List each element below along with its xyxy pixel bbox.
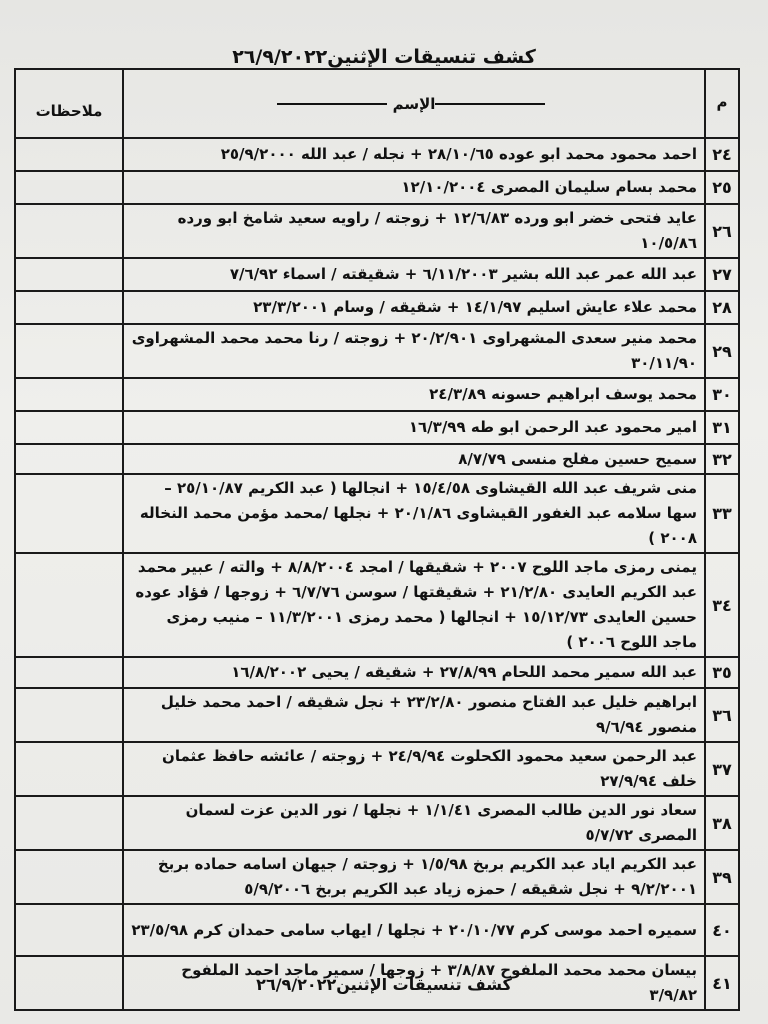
table-row <box>15 688 739 742</box>
row-name: محمد بسام سليمان المصرى ١٢/١٠/٢٠٠٤ <box>123 171 705 204</box>
row-number: ٣٣ <box>705 474 739 553</box>
row-name: احمد محمود محمد ابو عوده ٢٨/١٠/٦٥ + نجله / عبد الله ٢٥/٩/٢٠٠٠ <box>123 138 705 171</box>
row-name: عايد فتحى خضر ابو ورده ١٢/٦/٨٣ + زوجته / راويه سعيد شامخ ابو ورده ١٠/٥/٨٦ <box>123 204 705 258</box>
row-number: ٤٠ <box>705 904 739 956</box>
row-notes <box>15 904 123 956</box>
row-name: سميح حسين مفلح منسى ٨/٧/٧٩ <box>123 444 705 474</box>
table-header-row <box>15 69 739 138</box>
row-name: سعاد نور الدين طالب المصرى ١/١/٤١ + نجلها / نور الدين عزت لسمان المصرى ٥/٧/٧٢ <box>123 796 705 850</box>
row-number: ٣٢ <box>705 444 739 474</box>
page-footer: كشف تنسيقات الإثنين٢٦/٩/٢٠٢٢ <box>256 975 512 994</box>
row-number: ٢٩ <box>705 324 739 378</box>
row-notes <box>15 411 123 444</box>
row-name: ابراهيم خليل عبد الفتاح منصور ٢٣/٢/٨٠ + نجل شقيقه / احمد محمد خليل منصور ٩/٦/٩٤ <box>123 688 705 742</box>
row-number: ٣١ <box>705 411 739 444</box>
header-name-label: الإسم <box>392 94 436 113</box>
row-name: عبد الكريم اياد عبد الكريم بربخ ١/٥/٩٨ + زوجته / جيهان اسامه حماده بربخ ٩/٢/٢٠٠١ + نجل شقيقه / حمزه زياد عبد الكريم بربخ ٥/٩/٢٠٠٦ <box>123 850 705 904</box>
row-notes <box>15 324 123 378</box>
header-underline-left <box>435 103 545 105</box>
row-name: عبد الرحمن سعيد محمود الكحلوت ٢٤/٩/٩٤ + زوجته / عائشه حافظ عثمان خلف ٢٧/٩/٩٤ <box>123 742 705 796</box>
row-notes <box>15 688 123 742</box>
row-number: ٣٩ <box>705 850 739 904</box>
table-row <box>15 204 739 258</box>
row-name: بيسان محمد محمد الملفوح ٣/٨/٨٧ + زوجها / سمير ماجد احمد الملفوح ٣/٩/٨٢ <box>123 956 705 1010</box>
table-row <box>15 378 739 411</box>
row-name: عبد الله سمير محمد اللحام ٢٧/٨/٩٩ + شقيقه / يحيى ١٦/٨/٢٠٠٢ <box>123 657 705 688</box>
row-notes <box>15 657 123 688</box>
table-row <box>15 742 739 796</box>
table-row <box>15 657 739 688</box>
row-notes <box>15 553 123 657</box>
row-name: عبد الله عمر عبد الله بشير ٦/١١/٢٠٠٣ + شقيقته / اسماء ٧/٦/٩٢ <box>123 258 705 291</box>
row-notes <box>15 474 123 553</box>
row-name: منى شريف عبد الله القيشاوى ١٥/٤/٥٨ + انجالها ( عبد الكريم ٢٥/١٠/٨٧ – سها سلامه عبد الغفور القيشاوى ٢٠/١/٨٦ + نجلها /محمد مؤمن محمد النخاله ٢٠٠٨ ) <box>123 474 705 553</box>
table-row <box>15 411 739 444</box>
row-number: ٤١ <box>705 956 739 1010</box>
row-number: ٢٥ <box>705 171 739 204</box>
table-row <box>15 850 739 904</box>
table-row <box>15 553 739 657</box>
row-notes <box>15 796 123 850</box>
header-underline-right <box>277 103 387 105</box>
table-row <box>15 474 739 553</box>
row-number: ٣٦ <box>705 688 739 742</box>
row-number: ٢٨ <box>705 291 739 324</box>
header-name <box>123 69 705 138</box>
row-number: ٣٤ <box>705 553 739 657</box>
row-name: محمد يوسف ابراهيم حسونه ٢٤/٣/٨٩ <box>123 378 705 411</box>
row-name: سميره احمد موسى كرم ٢٠/١٠/٧٧ + نجلها / ايهاب سامى حمدان كرم ٢٣/٥/٩٨ <box>123 904 705 956</box>
row-name: محمد منير سعدى المشهراوى ٢٠/٢/٩٠١ + زوجته / رنا محمد محمد المشهراوى ٣٠/١١/٩٠ <box>123 324 705 378</box>
table-row <box>15 904 739 956</box>
row-number: ٣٥ <box>705 657 739 688</box>
page-title: كشف تنسيقات الإثنين٢٦/٩/٢٠٢٢ <box>232 46 536 68</box>
names-table <box>14 68 740 1011</box>
table-row <box>15 291 739 324</box>
row-notes <box>15 291 123 324</box>
row-notes <box>15 742 123 796</box>
row-notes <box>15 258 123 291</box>
row-number: ٢٤ <box>705 138 739 171</box>
table-row <box>15 138 739 171</box>
row-notes <box>15 204 123 258</box>
row-notes <box>15 444 123 474</box>
table-row <box>15 171 739 204</box>
row-number: ٣٨ <box>705 796 739 850</box>
table-row <box>15 324 739 378</box>
table-row <box>15 258 739 291</box>
table-row <box>15 796 739 850</box>
row-number: ٢٦ <box>705 204 739 258</box>
table-row <box>15 444 739 474</box>
row-name: امير محمود عبد الرحمن ابو طه ١٦/٣/٩٩ <box>123 411 705 444</box>
row-notes <box>15 171 123 204</box>
row-number: ٣٧ <box>705 742 739 796</box>
row-name: يمنى رمزى ماجد اللوح ٢٠٠٧ + شقيقها / امجد ٨/٨/٢٠٠٤ + والته / عبير محمد عبد الكريم العايدى ٢١/٢/٨٠ + شقيقتها / سوسن ٦/٧/٧٦ + زوجها / فؤاد عوده حسين العايدى ١٥/١٢/٧٣ + انجالها ( محمد رمزى ١١/٣/٢٠٠١ – منيب رمزى ماجد اللوح ٢٠٠٦ ) <box>123 553 705 657</box>
row-notes <box>15 138 123 171</box>
row-number: ٣٠ <box>705 378 739 411</box>
header-number: م <box>705 69 739 138</box>
row-notes <box>15 850 123 904</box>
row-notes <box>15 378 123 411</box>
header-notes: ملاحظات <box>15 69 123 138</box>
row-number: ٢٧ <box>705 258 739 291</box>
row-name: محمد علاء عايش اسليم ١٤/١/٩٧ + شقيقه / وسام ٢٣/٣/٢٠٠١ <box>123 291 705 324</box>
